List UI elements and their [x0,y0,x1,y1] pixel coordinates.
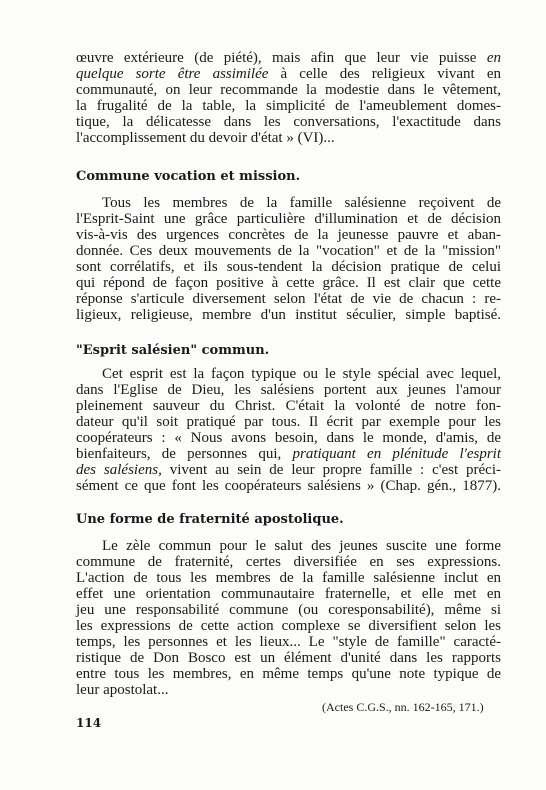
body-line: communauté, on leur recommande la modestie dans le vêtement, [76,82,501,98]
body-line: des salésiens, vivent au sein de leur propre famille : c'est préci- [76,462,501,478]
section-heading: Une forme de fraternité apostolique. [76,512,344,527]
body-line: tique, la délicatesse dans les conversations, l'exactitude dans [76,114,501,130]
body-line: sément ce que font les coopérateurs salésiens » (Chap. gén., 1877). [76,478,501,494]
body-line: dans l'Eglise de Dieu, les salésiens portent aux jeunes l'amour [76,382,501,398]
section-heading: "Esprit salésien" commun. [76,343,270,358]
body-line: œuvre extérieure (de piété), mais afin que leur vie puisse en [76,50,501,66]
body-line: temps, les personnes et les lieux... Le "style de famille" caracté- [76,634,501,650]
body-line: réponse s'articule diversement selon l'état de vie de chacun : re- [76,291,501,307]
page-number: 114 [76,716,102,730]
body-line: ligieux, religieuse, membre d'un institut séculier, simple baptisé. [76,307,501,323]
section-heading: Commune vocation et mission. [76,169,301,184]
body-line: coopérateurs : « Nous avons besoin, dans le monde, d'amis, de [76,430,501,446]
body-line: bienfaiteurs, de personnes qui, pratiquant en plénitude l'esprit [76,446,501,462]
body-line: jeu une responsabilité commune (ou coresponsabilité), même si [76,602,501,618]
body-line: entre tous les membres, en même temps qu'une note typique de [76,666,501,682]
body-line: L'action de tous les membres de la famille salésienne inclut en [76,570,501,586]
body-line: quelque sorte être assimilée à celle des religieux vivant en [76,66,501,82]
body-line: qui répond de façon positive à cette grâce. Il est clair que cette [76,275,501,291]
body-line: pleinement sauveur du Christ. C'était la volonté de notre fon- [76,398,501,414]
body-line: dateur qu'il soit pratiqué par tous. Il écrit par exemple pour les [76,414,501,430]
body-line: donnée. Ces deux mouvements de la "vocation" et de la "mission" [76,243,501,259]
body-line: ristique de Don Bosco est un élément d'unité dans les rapports [76,650,501,666]
body-line: effet une orientation communautaire fraternelle, et elle met en [76,586,501,602]
body-line: les expressions de cette action complexe se diversifient selon les [76,618,501,634]
body-line: Cet esprit est la façon typique ou le style spécial avec lequel, [102,366,501,382]
body-line: Tous les membres de la famille salésienne reçoivent de [102,195,501,211]
body-line: l'accomplissement du devoir d'état » (VI)... [76,130,335,146]
body-line: sont corrélatifs, et ils sous-tendent la décision pratique de celui [76,259,501,275]
body-line: Le zèle commun pour le salut des jeunes suscite une forme [102,538,501,554]
body-line: vis-à-vis des urgences concrètes de la jeunesse pauvre et aban- [76,227,501,243]
body-line: l'Esprit-Saint une grâce particulière d'illumination et de décision [76,211,501,227]
body-line: commune de fraternité, certes diversifiée en ses expressions. [76,554,501,570]
source-citation: (Actes C.G.S., nn. 162-165, 171.) [322,700,484,714]
body-line: la frugalité de la table, la simplicité de l'ameublement domes- [76,98,501,114]
body-line: leur apostolat... [76,682,169,698]
